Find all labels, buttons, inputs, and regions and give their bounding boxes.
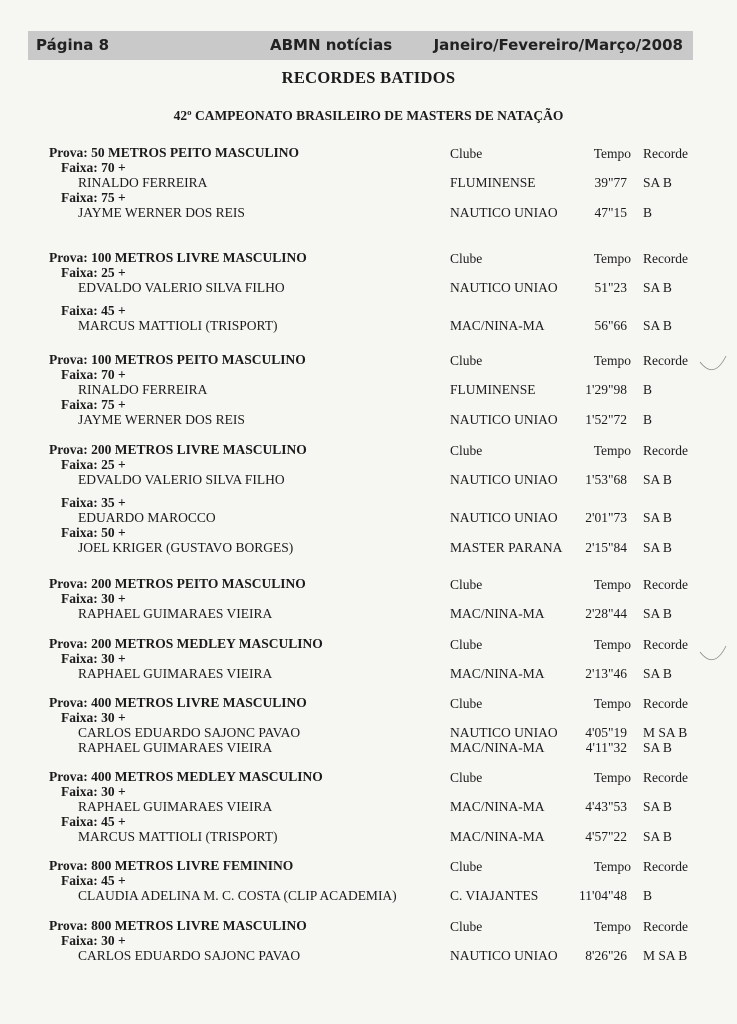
swimmer-record: B [643, 382, 653, 397]
event-title: Prova: 400 METROS MEDLEY MASCULINO [49, 769, 323, 784]
age-group: Faixa: 25 + [61, 265, 126, 280]
swimmer-name: JAYME WERNER DOS REIS [78, 412, 245, 427]
col-header-club: Clube [450, 637, 483, 652]
swimmer-club: NAUTICO UNIAO [450, 412, 558, 427]
swimmer-time: 51"23 [594, 280, 627, 295]
col-header-time: Tempo [593, 637, 631, 652]
col-header-time: Tempo [593, 919, 631, 934]
col-header-record: Recorde [643, 637, 688, 652]
swimmer-club: NAUTICO UNIAO [450, 725, 558, 740]
col-header-club: Clube [450, 443, 483, 458]
swimmer-name: RAPHAEL GUIMARAES VIEIRA [78, 740, 273, 755]
swimmer-time: 39"77 [594, 175, 627, 190]
age-group: Faixa: 70 + [61, 367, 126, 382]
col-header-club: Clube [450, 251, 483, 266]
swimmer-name: EDUARDO MAROCCO [78, 510, 216, 525]
event-title: Prova: 100 METROS LIVRE MASCULINO [49, 250, 307, 265]
col-header-club: Clube [450, 353, 483, 368]
page-header [28, 31, 693, 60]
swimmer-club: NAUTICO UNIAO [450, 280, 558, 295]
col-header-time: Tempo [593, 859, 631, 874]
swimmer-record: SA B [643, 472, 672, 487]
event-title: Prova: 400 METROS LIVRE MASCULINO [49, 695, 307, 710]
swimmer-name: CARLOS EDUARDO SAJONC PAVAO [78, 725, 301, 740]
age-group: Faixa: 25 + [61, 457, 126, 472]
swimmer-club: MAC/NINA-MA [450, 606, 545, 621]
col-header-club: Clube [450, 919, 483, 934]
age-group: Faixa: 45 + [61, 873, 126, 888]
event-title: Prova: 200 METROS MEDLEY MASCULINO [49, 636, 323, 651]
swimmer-time: 1'53"68 [585, 472, 627, 487]
swimmer-club: NAUTICO UNIAO [450, 205, 558, 220]
col-header-record: Recorde [643, 443, 688, 458]
swimmer-name: RINALDO FERREIRA [78, 382, 208, 397]
swimmer-name: MARCUS MATTIOLI (TRISPORT) [78, 318, 278, 333]
swimmer-record: SA B [643, 318, 672, 333]
age-group: Faixa: 70 + [61, 160, 126, 175]
swimmer-name: EDVALDO VALERIO SILVA FILHO [78, 472, 285, 487]
swimmer-time: 4'43"53 [585, 799, 627, 814]
col-header-record: Recorde [643, 146, 688, 161]
swimmer-record: SA B [643, 799, 672, 814]
swimmer-name: EDVALDO VALERIO SILVA FILHO [78, 280, 285, 295]
age-group: Faixa: 45 + [61, 303, 126, 318]
swimmer-name: RAPHAEL GUIMARAES VIEIRA [78, 666, 273, 681]
age-group: Faixa: 30 + [61, 784, 126, 799]
event-title: Prova: 800 METROS LIVRE MASCULINO [49, 918, 307, 933]
age-group: Faixa: 45 + [61, 814, 126, 829]
swimmer-time: 2'28"44 [585, 606, 627, 621]
col-header-record: Recorde [643, 577, 688, 592]
col-header-time: Tempo [593, 353, 631, 368]
swimmer-record: SA B [643, 606, 672, 621]
age-group: Faixa: 75 + [61, 397, 126, 412]
swimmer-record: B [643, 412, 653, 427]
swimmer-record: SA B [643, 740, 672, 755]
swimmer-name: CARLOS EDUARDO SAJONC PAVAO [78, 948, 301, 963]
col-header-time: Tempo [593, 443, 631, 458]
event-title: Prova: 200 METROS PEITO MASCULINO [49, 576, 306, 591]
swimmer-name: RAPHAEL GUIMARAES VIEIRA [78, 799, 273, 814]
age-group: Faixa: 30 + [61, 591, 126, 606]
swimmer-club: MAC/NINA-MA [450, 829, 545, 844]
age-group: Faixa: 75 + [61, 190, 126, 205]
swimmer-name: RINALDO FERREIRA [78, 175, 208, 190]
col-header-club: Clube [450, 770, 483, 785]
col-header-record: Recorde [643, 353, 688, 368]
swimmer-record: B [643, 888, 653, 903]
swimmer-name: CLAUDIA ADELINA M. C. COSTA (CLIP ACADEMIA) [78, 888, 397, 903]
swimmer-record: SA B [643, 175, 672, 190]
swimmer-time: 8'26"26 [585, 948, 627, 963]
swimmer-name: JOEL KRIGER (GUSTAVO BORGES) [78, 540, 294, 555]
col-header-record: Recorde [643, 696, 688, 711]
swimmer-time: 1'29"98 [585, 382, 627, 397]
col-header-club: Clube [450, 146, 483, 161]
event-title: Prova: 100 METROS PEITO MASCULINO [49, 352, 306, 367]
col-header-record: Recorde [643, 859, 688, 874]
swimmer-time: 2'15"84 [585, 540, 627, 555]
publication-name: ABMN notícias [270, 36, 393, 54]
swimmer-club: MAC/NINA-MA [450, 799, 545, 814]
swimmer-club: FLUMINENSE [450, 175, 536, 190]
swimmer-time: 4'05"19 [585, 725, 627, 740]
col-header-club: Clube [450, 696, 483, 711]
age-group: Faixa: 30 + [61, 710, 126, 725]
page-subtitle: 42º CAMPEONATO BRASILEIRO DE MASTERS DE NATAÇÃO [173, 108, 564, 123]
swimmer-club: MAC/NINA-MA [450, 740, 545, 755]
event-title: Prova: 50 METROS PEITO MASCULINO [49, 145, 300, 160]
col-header-record: Recorde [643, 770, 688, 785]
swimmer-record: B [643, 205, 653, 220]
age-group: Faixa: 35 + [61, 495, 126, 510]
issue-date: Janeiro/Fevereiro/Março/2008 [433, 36, 683, 54]
swimmer-time: 47"15 [594, 205, 627, 220]
col-header-record: Recorde [643, 251, 688, 266]
swimmer-club: MAC/NINA-MA [450, 318, 545, 333]
swimmer-record: M SA B [643, 948, 688, 963]
swimmer-club: MAC/NINA-MA [450, 666, 545, 681]
swimmer-club: NAUTICO UNIAO [450, 472, 558, 487]
col-header-time: Tempo [593, 251, 631, 266]
event-title: Prova: 800 METROS LIVRE FEMININO [49, 858, 294, 873]
col-header-club: Clube [450, 859, 483, 874]
swimmer-time: 4'11"32 [585, 740, 627, 755]
swimmer-record: SA B [643, 540, 672, 555]
swimmer-time: 2'13"46 [585, 666, 627, 681]
age-group: Faixa: 50 + [61, 525, 126, 540]
swimmer-club: FLUMINENSE [450, 382, 536, 397]
page-number: Página 8 [36, 36, 110, 54]
swimmer-record: SA B [643, 666, 672, 681]
col-header-club: Clube [450, 577, 483, 592]
swimmer-name: JAYME WERNER DOS REIS [78, 205, 245, 220]
swimmer-name: RAPHAEL GUIMARAES VIEIRA [78, 606, 273, 621]
col-header-record: Recorde [643, 919, 688, 934]
swimmer-time: 11'04"48 [579, 888, 627, 903]
swimmer-time: 56"66 [594, 318, 627, 333]
event-title: Prova: 200 METROS LIVRE MASCULINO [49, 442, 307, 457]
swimmer-record: SA B [643, 280, 672, 295]
swimmer-record: SA B [643, 510, 672, 525]
swimmer-record: M SA B [643, 725, 688, 740]
age-group: Faixa: 30 + [61, 933, 126, 948]
swimmer-record: SA B [643, 829, 672, 844]
swimmer-club: NAUTICO UNIAO [450, 948, 558, 963]
swimmer-club: C. VIAJANTES [450, 888, 539, 903]
swimmer-time: 2'01"73 [585, 510, 627, 525]
swimmer-club: MASTER PARANA [450, 540, 563, 555]
swimmer-club: NAUTICO UNIAO [450, 510, 558, 525]
page-title: RECORDES BATIDOS [281, 68, 456, 87]
col-header-time: Tempo [593, 696, 631, 711]
col-header-time: Tempo [593, 577, 631, 592]
col-header-time: Tempo [593, 146, 631, 161]
age-group: Faixa: 30 + [61, 651, 126, 666]
swimmer-name: MARCUS MATTIOLI (TRISPORT) [78, 829, 278, 844]
swimmer-time: 1'52"72 [585, 412, 627, 427]
swimmer-time: 4'57"22 [585, 829, 627, 844]
col-header-time: Tempo [593, 770, 631, 785]
